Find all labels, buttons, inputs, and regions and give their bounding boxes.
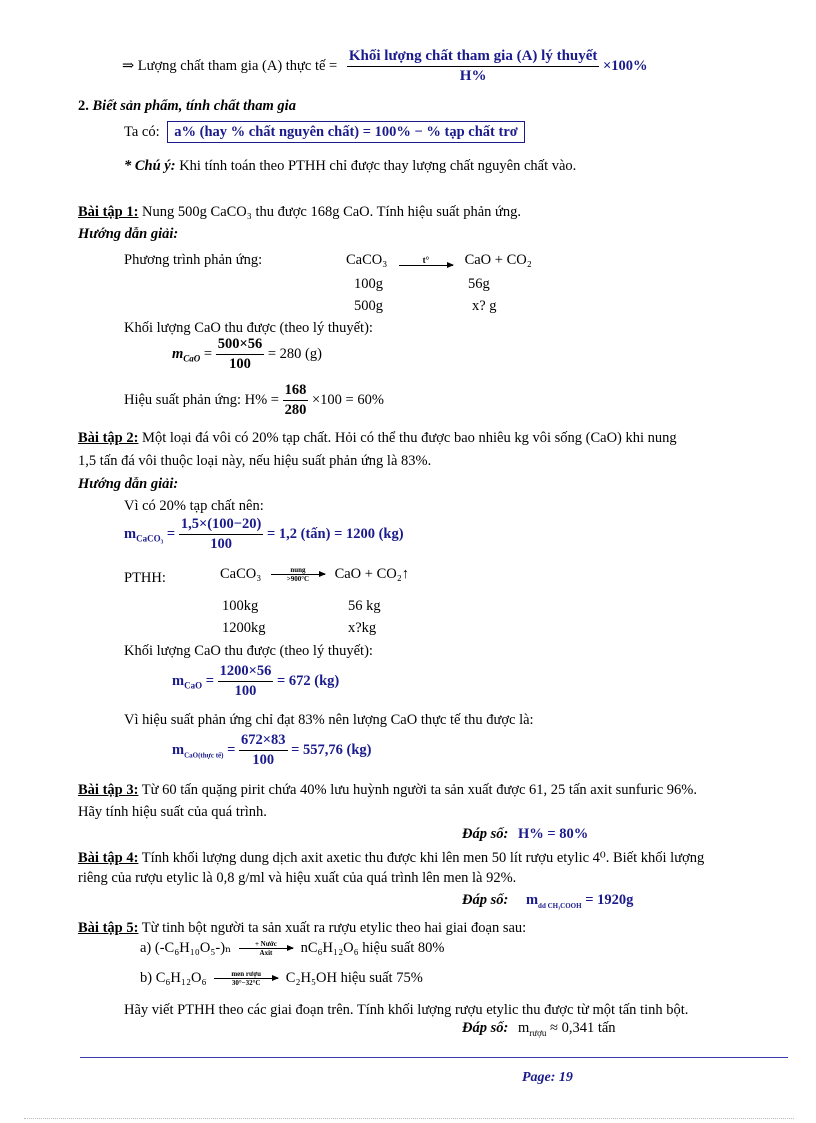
bt1-r1-left: 100g [354, 276, 383, 292]
bt2-statement-1 [78, 430, 677, 447]
bt5-a-post: nC₆H₁₂O₆ hiệu suất 80% [300, 940, 445, 956]
bt2-m1-den: 100 [210, 536, 232, 552]
bt1-arrow-icon [399, 255, 453, 266]
bt1-mass-formula: $m_{CaO}$ = $\frac{500\times 56}{100}$ = 280 (g) [172, 336, 322, 372]
bt1-m-fraction [216, 336, 265, 373]
bt2-statement-2: 1,5 tấn đá vôi thuộc loại này, nếu hiệu suất phản ứng là 83%. [78, 453, 432, 469]
bt1-equation [346, 252, 532, 269]
bt3-ans-label: Đáp số: [462, 826, 509, 842]
bt2-m3-num: 672×83 [239, 732, 288, 751]
top-formula-prefix: ⇒ Lượng chất tham gia (A) thực tế = [122, 57, 338, 74]
bt1-h-num: 168 [283, 382, 309, 401]
bt3-text1: Từ 60 tấn quặng pirit chứa 40% lưu huỳnh người ta sản xuất được 61, 25 tấn axit sunfuric 96%. [138, 782, 697, 798]
bt2-m2-num: 1200×56 [218, 663, 274, 682]
bt2-m3-formula: $m_{CaO(thực tế)}$ = $\frac{672\times 83}{100}$ = 557,76 (kg) [172, 732, 372, 768]
bt2-r2-left: 1200kg [222, 620, 266, 636]
bt1-h-rhs: ×100 = 60% [311, 391, 384, 408]
bt2-pthh: PTHH: [124, 570, 166, 586]
bt4-answer [462, 892, 633, 910]
bt1-text: Nung 500g CaCO₃ thu được 168g CaO. Tính hiệu suất phản ứng. [138, 204, 522, 220]
bt5-statement [78, 920, 526, 937]
bt2-m2-den: 100 [234, 683, 257, 699]
bt2-arrow-bottom: >900°C [286, 575, 310, 584]
bt2-r1-right: 56 kg [348, 598, 381, 614]
bt1-h-fraction [283, 382, 309, 419]
bt1-guide: Hướng dẫn giải: [78, 226, 179, 242]
note-text: Khi tính toán theo PTHH chỉ được thay lượng chất nguyên chất vào. [175, 158, 577, 174]
bt5-ans-m: m [517, 1020, 530, 1036]
bt4-ans-val: = 1920g [585, 892, 634, 908]
section-2-number: 2. [78, 98, 89, 114]
footer-rule [80, 1057, 788, 1058]
bt1-r2-right: x? g [472, 298, 497, 314]
bt1-pt-label: Phương trình phản ứng: [124, 252, 263, 268]
bt2-m2-fraction [218, 663, 274, 700]
note [124, 158, 576, 175]
bt5-b-bottom: 30°−32°C [231, 979, 261, 988]
bt4-ans-sub: dd CH₃COOH [538, 901, 582, 910]
bt5-b-arrow-icon [214, 970, 278, 987]
bt1-reactant: CaCO₃ [346, 252, 388, 268]
top-formula-suffix: ×100% [603, 57, 648, 74]
top-formula [122, 48, 648, 85]
bt5-ans-label: Đáp số: [462, 1020, 509, 1036]
bt2-r1-left: 100kg [222, 598, 259, 614]
bt1-statement [78, 204, 521, 221]
bt1-arrow-label: t° [422, 255, 430, 266]
bt2-m2-sub: CaO [184, 680, 203, 691]
bt1-r1-right: 56g [468, 276, 490, 292]
bt1-theory: Khối lượng CaO thu được (theo lý thuyết): [124, 320, 373, 336]
bt4-ans-m: m [525, 892, 539, 908]
bt5-a-bottom: Axit [259, 949, 273, 958]
bt1-m-sub: CaO [183, 353, 201, 364]
note-label: * Chú ý: [124, 158, 176, 174]
bt2-m2-formula: $m_{CaO}$ = $\frac{1200\times 56}{100}$ = 672 (kg) [172, 663, 340, 699]
section-2-heading [78, 98, 296, 115]
top-formula-denominator: H% [459, 68, 487, 84]
bt2-reactant: CaCO₃ [220, 566, 262, 582]
bt5-label: Bài tập 5: [78, 920, 139, 936]
bt1-r2-left: 500g [354, 298, 383, 314]
bt1-m-lhs: m [172, 345, 184, 362]
bt2-vi2: Vì hiệu suất phản ứng chỉ đạt 83% nên lượng CaO thực tế thu được là: [124, 712, 534, 728]
bt4-statement-2: riêng của rượu etylic là 0,8 g/ml và hiệu xuất của quá trình lên men là 92%. [78, 870, 517, 886]
bt2-theory: Khối lượng CaO thu được (theo lý thuyết): [124, 643, 373, 659]
bt2-m1-rhs: = 1,2 (tấn) = 1200 (kg) [267, 525, 404, 542]
bt2-m1-formula: $m_{CaCO_3}$ = $\frac{1,5\times(100-20)}{100}$ = 1,2 (tấn) = 1200 (kg) [124, 516, 404, 552]
bt5-ans-sub: rượu [529, 1027, 547, 1038]
bt1-m-den: 100 [229, 356, 251, 372]
bt1-h-lhs: Hiệu suất phản ứng: H% = [124, 391, 279, 408]
bt5-a-top: + Nước [254, 940, 277, 949]
top-formula-numerator: Khối lượng chất tham gia (A) lý thuyết [347, 48, 600, 67]
boxed-formula: a% (hay % chất nguyên chất) = 100% − % tạp chất trơ [167, 121, 525, 143]
bt5-answer [462, 1020, 616, 1038]
bt5-b-pre: b) C₆H₁₂O₆ [140, 970, 207, 986]
bt5-stage-b [140, 970, 423, 987]
bt5-ans-val: ≈ 0,341 tấn [546, 1020, 616, 1036]
bt2-arrow-top: nung [290, 566, 306, 575]
bt2-m2-rhs: = 672 (kg) [277, 672, 340, 689]
bt3-answer [462, 826, 588, 843]
bt4-label: Bài tập 4: [78, 850, 139, 866]
bt5-stage-a [140, 940, 444, 957]
bt5-b-post: C₂H₅OH hiệu suất 75% [285, 970, 423, 986]
bt2-vi: Vì có 20% tạp chất nên: [124, 498, 264, 514]
bt5-a-pre: a) (-C₆H₁₀O₅-)ₙ [140, 940, 232, 956]
bt2-m3-rhs: = 557,76 (kg) [291, 741, 372, 758]
bt2-m1-sub: CaCO₃ [136, 533, 164, 544]
bt3-label: Bài tập 3: [78, 782, 139, 798]
bt3-statement-2: Hãy tính hiệu suất của quá trình. [78, 804, 267, 820]
bt4-statement-1 [78, 850, 704, 867]
bt1-m-rhs: = 280 (g) [267, 345, 322, 362]
bt2-equation [220, 566, 409, 583]
bt4-text1: Tính khối lượng dung dịch axit axetic thu được khi lên men 50 lít rượu etylic 4⁰. Biết khối lượng [138, 850, 705, 866]
bt5-a-arrow-icon [239, 940, 293, 957]
bt2-m1-fraction [179, 516, 264, 553]
top-formula-fraction [347, 48, 600, 85]
bt5-task: Hãy viết PTHH theo các giai đoạn trên. Tính khối lượng rượu etylic thu được từ một tấn tinh bột. [124, 1002, 689, 1018]
bottom-dotted-rule [24, 1118, 794, 1119]
bt2-m1-num: 1,5×(100−20) [179, 516, 264, 535]
bt3-statement-1 [78, 782, 697, 799]
bt3-ans: H% = 80% [517, 826, 589, 842]
bt1-products: CaO + CO₂ [464, 252, 532, 268]
bt1-yield-formula [124, 382, 384, 419]
bt1-label: Bài tập 1: [78, 204, 139, 220]
bt5-b-top: men rượu [231, 970, 261, 979]
bt2-m3-sub: CaO(thực tế) [184, 751, 224, 760]
bt2-label: Bài tập 2: [78, 430, 139, 446]
bt1-m-num: 500×56 [216, 336, 265, 355]
page-number: Page: 19 [522, 1070, 573, 1085]
bt2-arrow-icon [271, 566, 325, 583]
bt2-products: CaO + CO₂↑ [334, 566, 410, 582]
bt1-h-den: 280 [284, 402, 307, 418]
bt5-text: Từ tinh bột người ta sản xuất ra rượu etylic theo hai giai đoạn sau: [138, 920, 527, 936]
bt4-ans-label: Đáp số: [462, 892, 509, 908]
bt2-guide: Hướng dẫn giải: [78, 476, 179, 492]
bt2-m3-fraction [239, 732, 288, 769]
bt2-text1: Một loại đá vôi có 20% tạp chất. Hỏi có thể thu được bao nhiêu kg vôi sống (CaO) khi nung [138, 430, 677, 446]
section-2-title: Biết sản phẩm, tính chất tham gia [92, 98, 296, 114]
bt2-m3-den: 100 [252, 752, 275, 768]
bt2-r2-right: x?kg [348, 620, 377, 636]
taco-label: Ta có: [124, 124, 160, 140]
section-2-formula [124, 124, 525, 141]
